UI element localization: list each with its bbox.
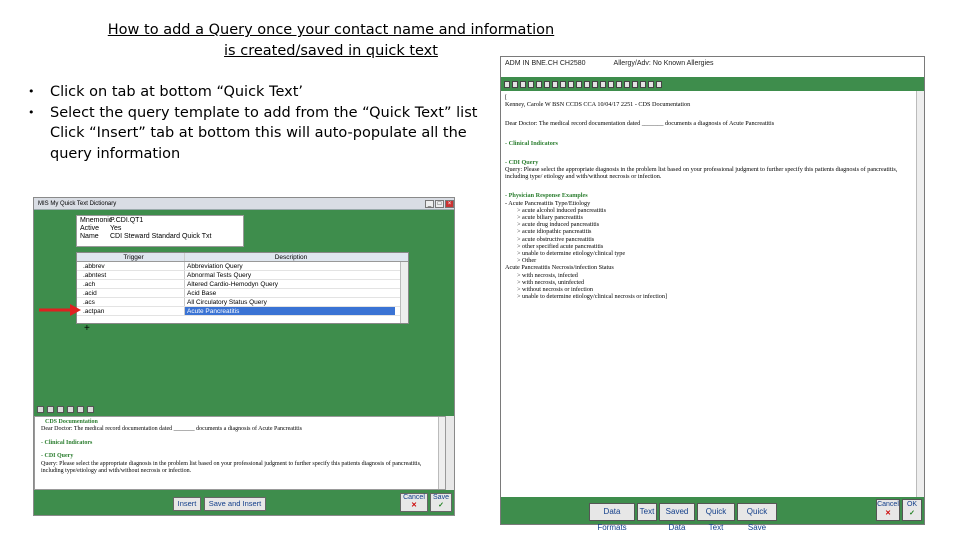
document-toolbar — [501, 77, 924, 91]
save-and-insert-button[interactable]: Save and Insert — [204, 497, 266, 511]
instruction-item — [28, 123, 498, 164]
slide-title: How to add a Query once your contact name and information is created/saved in quick text — [107, 22, 555, 59]
insert-button[interactable]: Insert — [173, 497, 201, 511]
trigger-cell: .ach — [77, 280, 185, 288]
response-option: > acute drug induced pancreatitis — [517, 221, 600, 229]
description-cell: Altered Cardio-Hemodyn Query — [187, 281, 279, 288]
signature-line: Kenney, Carole W BSN CCDS CCA 10/04/17 2251 - CDS Documentation — [505, 101, 691, 109]
undo-icon[interactable] — [600, 81, 606, 88]
bullet-list-icon[interactable] — [552, 81, 558, 88]
patient-header — [501, 57, 924, 77]
instruction-text: Click on tab at bottom “Quick Text’ — [50, 84, 303, 100]
red-arrow-icon — [38, 303, 82, 317]
align-right-icon[interactable] — [544, 81, 550, 88]
response-option: > with necrosis, uninfected — [517, 278, 585, 286]
field-value: Yes — [110, 225, 122, 232]
instruction-text: Select the query template to add from the “Quick Text” list — [50, 104, 478, 121]
maximize-button[interactable]: □ — [435, 200, 444, 208]
description-cell: Abnormal Tests Query — [187, 272, 252, 279]
preview-scrollbar[interactable] — [438, 417, 445, 489]
list-header — [77, 253, 408, 262]
underline-icon[interactable] — [520, 81, 526, 88]
data-formats-button[interactable]: Data Formats — [589, 503, 635, 521]
dictionary-button-bar — [34, 490, 454, 515]
quick-text-list — [76, 252, 409, 324]
save-button[interactable] — [430, 493, 452, 512]
dear-doctor-line: Dear Doctor: The medical record documentation dated _______ documents a diagnosis of Acute Pancreatitis — [505, 120, 775, 128]
preview-cdi-heading: - CDI Query — [41, 453, 74, 460]
response-option: > acute alcohol induced pancreatitis — [517, 206, 607, 214]
response-option: > acute obstructive pancreatitis — [517, 235, 595, 243]
cancel-button[interactable] — [400, 493, 428, 512]
field-label: Name — [80, 233, 99, 240]
preview-heading: CDS Documentation — [45, 419, 98, 425]
quick-text-dictionary-window — [33, 197, 455, 516]
response-option: > acute idiopathic pancreatitis — [517, 228, 592, 236]
undo-icon[interactable] — [87, 406, 94, 413]
cancel-x-icon: ✕ — [885, 510, 891, 517]
dictionary-panel — [34, 210, 454, 403]
field-label: Active — [80, 225, 100, 232]
quick-text-preview[interactable] — [34, 416, 446, 490]
instruction-text: Click “Insert” tab at bottom this will auto-populate all the query information — [50, 125, 467, 162]
necrosis-heading: Acute Pancreatitis Necrosis/infection Status — [505, 264, 614, 272]
save-label: Save — [433, 494, 449, 501]
list-item-selected[interactable] — [77, 307, 408, 316]
response-option: > unable to determine etiology/clinical type — [517, 250, 626, 258]
preview-clinical-heading: - Clinical Indicators — [41, 439, 93, 446]
type-etiology-heading: - Acute Pancreatitis Type/Etiology — [505, 199, 591, 207]
list-item[interactable] — [77, 289, 408, 298]
cancel-label: Cancel — [403, 494, 425, 501]
window-titlebar — [34, 198, 454, 210]
close-button[interactable]: × — [445, 200, 454, 208]
quick-text-button[interactable]: Quick Text — [697, 503, 735, 521]
list-scrollbar[interactable] — [400, 262, 408, 324]
description-cell: Acid Base — [187, 290, 217, 297]
redo-icon[interactable] — [608, 81, 614, 88]
response-option: > without necrosis or infection — [517, 286, 594, 294]
document-window — [500, 56, 925, 532]
ok-button[interactable] — [902, 499, 922, 521]
list-item[interactable] — [77, 280, 408, 289]
find-icon[interactable] — [67, 406, 74, 413]
ok-label: OK — [906, 501, 918, 508]
dictionary-info-box — [76, 215, 244, 247]
trigger-cell: .actpan — [77, 307, 185, 315]
cdi-query-heading: - CDI Query — [505, 158, 539, 166]
instruction-item — [28, 82, 498, 103]
query-text: Query: Please select the appropriate diagnosis in the problem list based on your professional judgment to further specify this patients diagnosis of pancreatitis, including type/ etiology and with/without necrosis or infection. — [505, 166, 898, 181]
response-option: > acute biliary pancreatitis — [517, 214, 583, 222]
trigger-cell: .acid — [77, 289, 185, 297]
description-cell: Abbreviation Query — [187, 263, 243, 270]
trigger-cell: .abntest — [77, 271, 185, 279]
trigger-cell: .abbrev — [77, 262, 185, 270]
ok-check-icon: ✓ — [909, 510, 915, 517]
paste-icon[interactable] — [57, 406, 64, 413]
cut-icon[interactable] — [576, 81, 582, 88]
list-item[interactable] — [77, 262, 408, 271]
trigger-cell: .acs — [77, 298, 185, 306]
print-icon[interactable] — [77, 406, 84, 413]
cancel-x-icon: ✕ — [411, 502, 417, 509]
find-icon[interactable] — [632, 81, 638, 88]
field-label: Mnemonic — [80, 217, 113, 224]
response-option: > unable to determine etiology/clinical necrosis or infection] — [517, 293, 668, 301]
print-icon[interactable] — [640, 81, 646, 88]
list-item[interactable] — [77, 298, 408, 307]
list-item[interactable] — [77, 271, 408, 280]
document-scrollbar[interactable] — [916, 91, 924, 497]
response-option: > other specified acute pancreatitis — [517, 242, 604, 250]
document-button-bar — [501, 497, 924, 532]
description-cell: Acute Pancreatitis — [185, 307, 395, 315]
text-button[interactable]: Text — [637, 503, 657, 521]
save-check-icon: ✓ — [438, 502, 444, 509]
patient-account: ADM IN BNE.CH CH2580 — [505, 60, 586, 67]
add-row-icon[interactable]: + — [84, 323, 90, 334]
preview-line: Dear Doctor: The medical record documentation dated _______ documents a diagnosis of Acute Pancreatitis — [41, 426, 302, 433]
window-title: MIS My Quick Text Dictionary — [38, 200, 117, 207]
document-editor[interactable] — [501, 91, 924, 497]
saved-data-button[interactable]: Saved Data — [659, 503, 695, 521]
allergy-info: Allergy/Adv: No Known Allergies — [613, 60, 714, 67]
column-header-description[interactable]: Description — [274, 254, 308, 261]
paste-icon[interactable] — [592, 81, 598, 88]
minimize-button[interactable]: _ — [425, 200, 434, 208]
help-icon[interactable] — [656, 81, 662, 88]
response-option: > Other — [517, 257, 537, 265]
physician-response-heading: - Physician Response Examples — [505, 192, 588, 200]
column-header-trigger[interactable]: Trigger — [77, 253, 185, 261]
cut-icon[interactable] — [37, 406, 44, 413]
editor-toolbar — [34, 403, 454, 416]
indent-icon[interactable] — [560, 81, 566, 88]
italic-icon[interactable] — [512, 81, 518, 88]
zoom-icon[interactable] — [648, 81, 654, 88]
instruction-list — [28, 82, 498, 164]
preview-query-text: Query: Please select the appropriate diagnosis in the problem list based on your professional judgment to further specify this patients diagnosis of pancreatitis, including type/etiology and with/without necrosis or infection. — [41, 460, 422, 475]
quick-save-button[interactable]: Quick Save — [737, 503, 777, 521]
spellcheck-icon[interactable] — [624, 81, 630, 88]
cancel-button[interactable] — [876, 499, 900, 521]
instruction-item — [28, 103, 498, 124]
outdent-icon[interactable] — [568, 81, 574, 88]
cancel-label: Cancel — [877, 501, 899, 508]
field-value: CDI Steward Standard Quick Txt — [110, 233, 212, 240]
field-value: P.CDI.QT1 — [110, 217, 144, 224]
align-left-icon[interactable] — [528, 81, 534, 88]
bullet-icon: • — [28, 105, 35, 119]
copy-icon[interactable] — [584, 81, 590, 88]
align-center-icon[interactable] — [536, 81, 542, 88]
bold-icon[interactable] — [504, 81, 510, 88]
bracket-text: [ — [505, 94, 508, 101]
description-cell: All Circulatory Status Query — [187, 299, 267, 306]
response-option: > with necrosis, infected — [517, 271, 578, 279]
bullet-icon: • — [28, 85, 35, 98]
clinical-indicators-heading: - Clinical Indicators — [505, 139, 558, 147]
copy-icon[interactable] — [47, 406, 54, 413]
table-icon[interactable] — [616, 81, 622, 88]
